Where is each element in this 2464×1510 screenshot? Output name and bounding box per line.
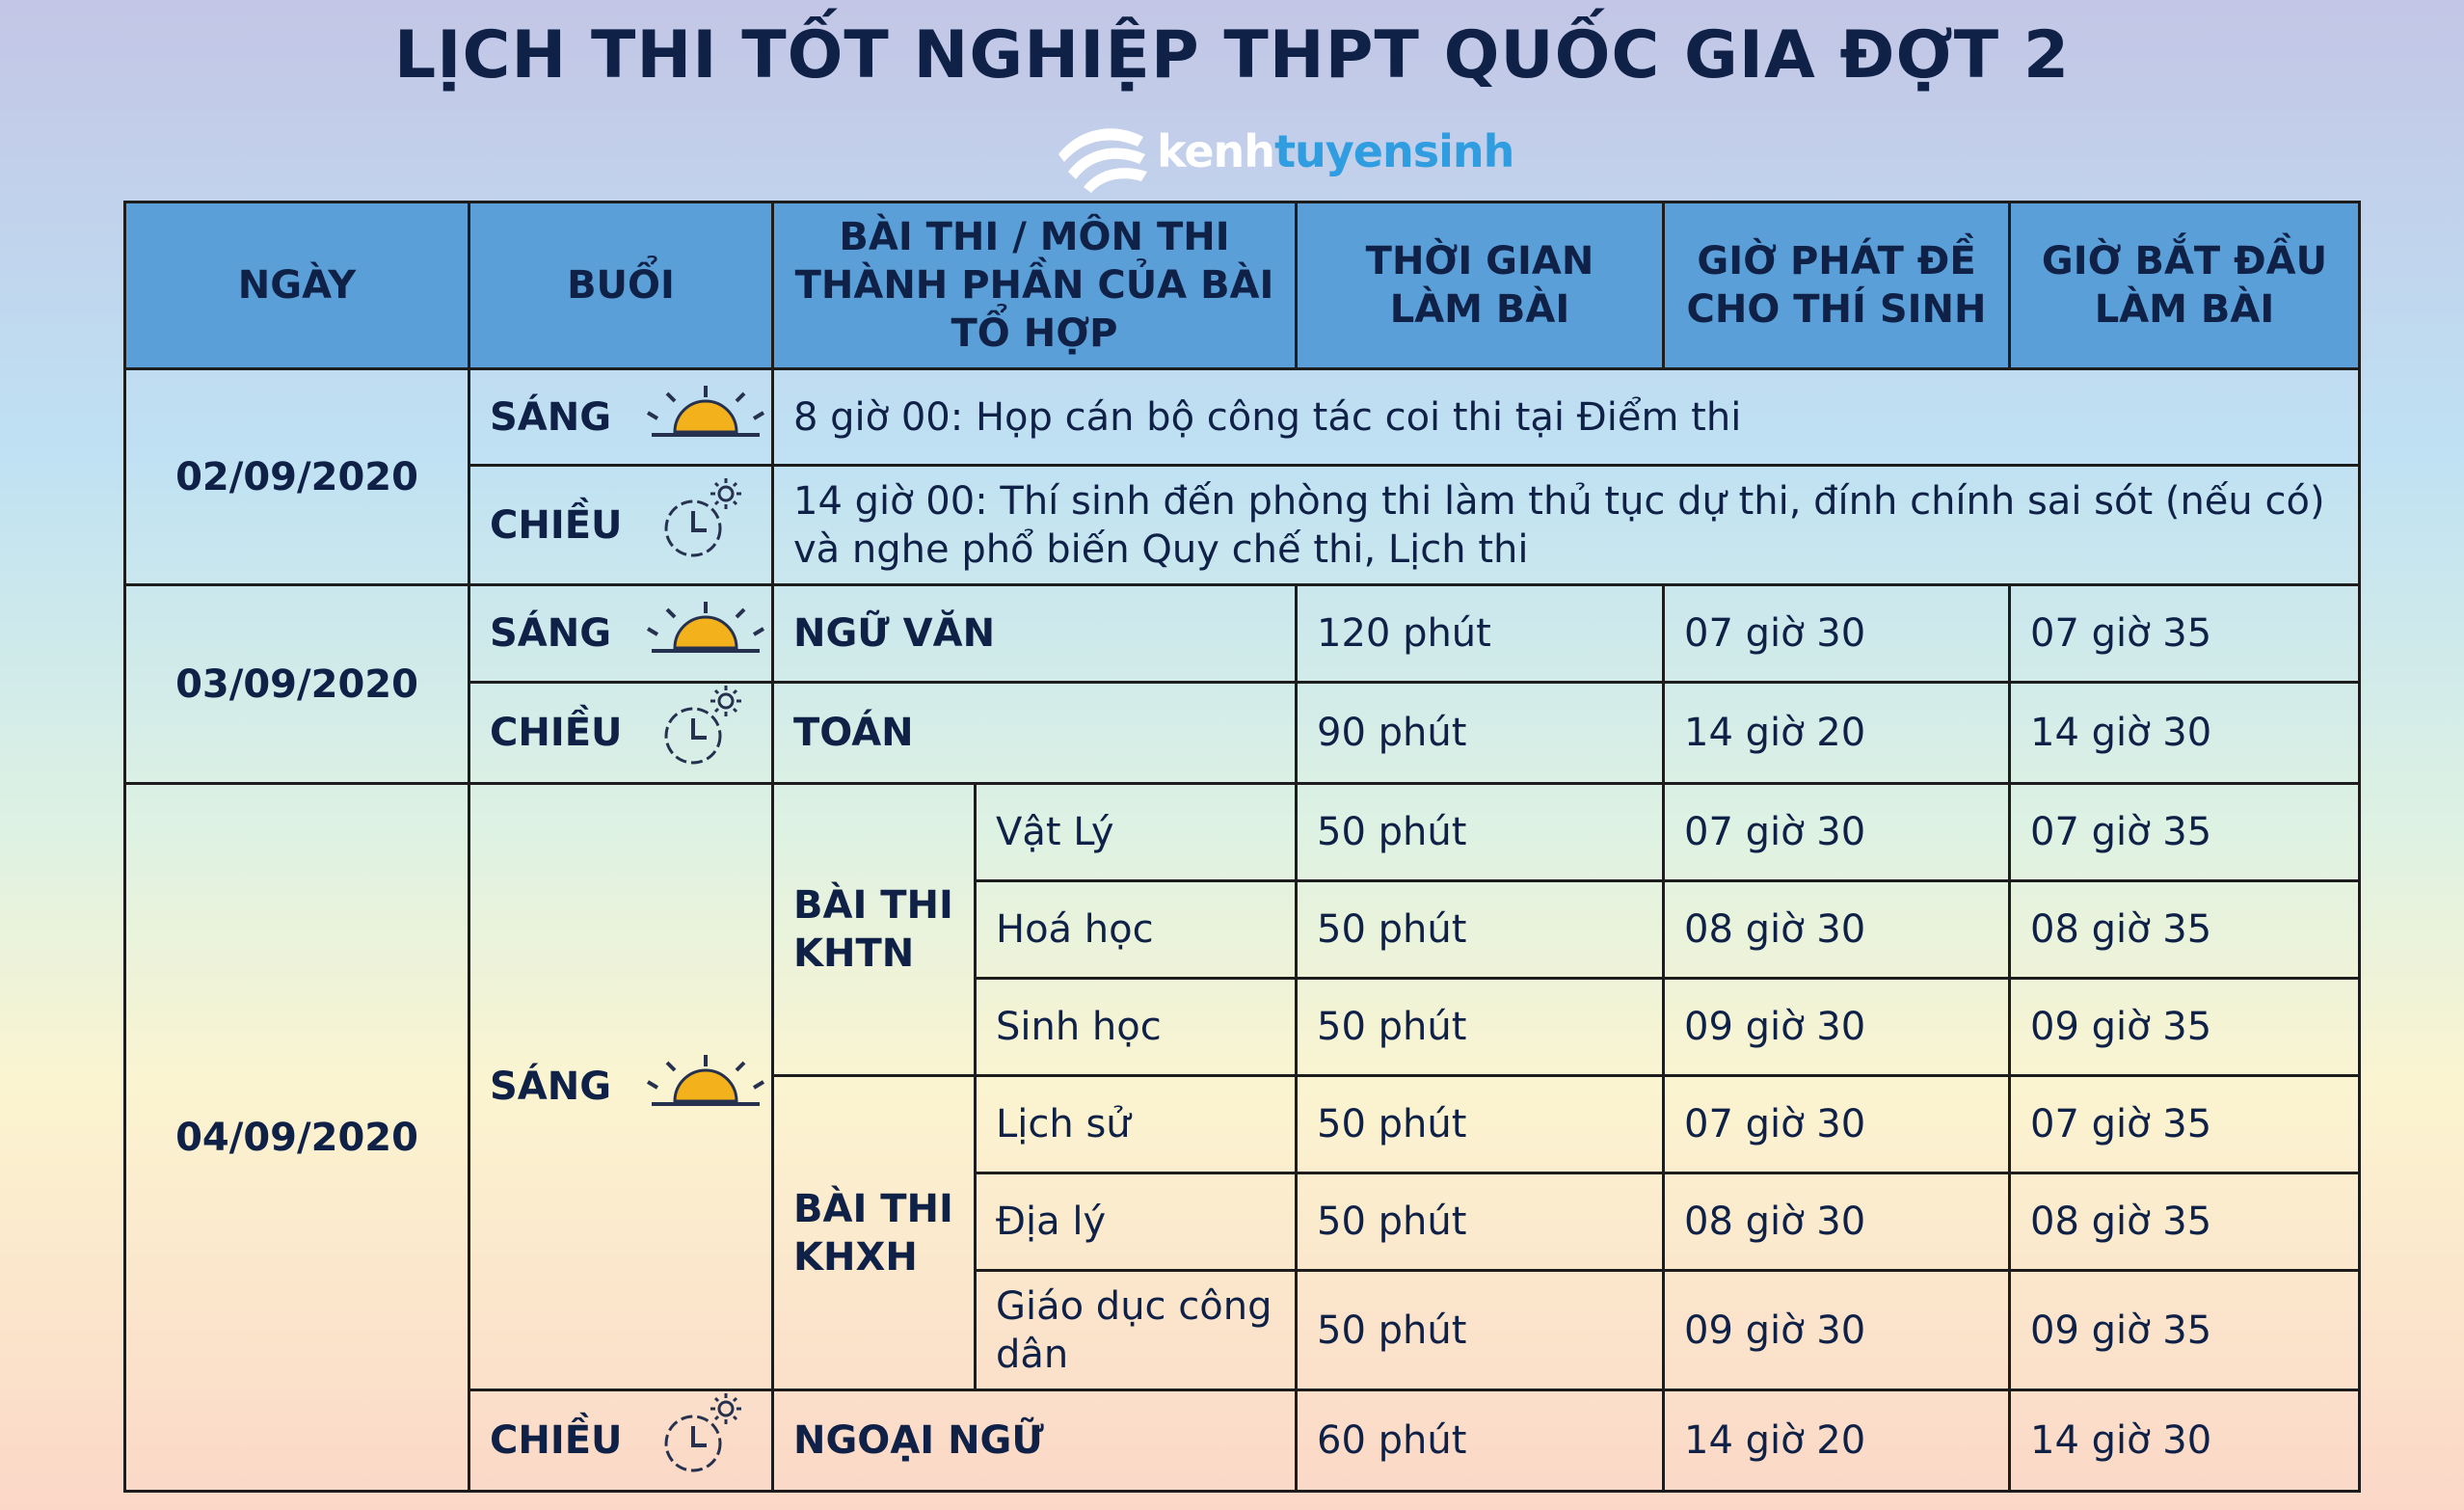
logo-text-part1: kenh xyxy=(1157,125,1275,177)
subject-cell: TOÁN xyxy=(773,683,1297,784)
session-label: CHIỀU xyxy=(490,502,623,548)
header-session: BUỔI xyxy=(469,202,773,369)
subject-cell: Hoá học xyxy=(976,881,1297,979)
session-label: SÁNG xyxy=(490,1065,612,1109)
logo-text-part2: tuyensinh xyxy=(1274,125,1514,177)
group-label-khxh: BÀI THI KHXH xyxy=(773,1076,976,1390)
subject-cell: Lịch sử xyxy=(976,1076,1297,1173)
session-label: SÁNG xyxy=(490,394,612,440)
date-cell: 04/09/2020 xyxy=(125,784,469,1492)
duration-cell: 50 phút xyxy=(1297,784,1664,881)
duration-cell: 120 phút xyxy=(1297,585,1664,683)
handout-cell: 14 giờ 20 xyxy=(1664,683,2010,784)
duration-cell: 50 phút xyxy=(1297,979,1664,1076)
subject-cell: NGOẠI NGỮ xyxy=(773,1390,1297,1492)
start-cell: 07 giờ 35 xyxy=(2010,585,2360,683)
duration-cell: 50 phút xyxy=(1297,1271,1664,1390)
session-cell xyxy=(469,585,773,683)
session-cell xyxy=(469,784,773,1390)
date-cell: 03/09/2020 xyxy=(125,585,469,784)
duration-cell: 50 phút xyxy=(1297,881,1664,979)
handout-cell: 08 giờ 30 xyxy=(1664,1173,2010,1271)
page-title: LỊCH THI TỐT NGHIỆP THPT QUỐC GIA ĐỢT 2 xyxy=(393,17,2071,94)
handout-cell: 09 giờ 30 xyxy=(1664,979,2010,1076)
note-cell: 8 giờ 00: Họp cán bộ công tác coi thi tại Điểm thi xyxy=(773,369,2360,466)
logo-icon xyxy=(1051,108,1151,195)
handout-cell: 14 giờ 20 xyxy=(1664,1390,2010,1492)
session-label: CHIỀU xyxy=(490,711,623,755)
handout-cell: 08 giờ 30 xyxy=(1664,881,2010,979)
start-cell: 09 giờ 35 xyxy=(2010,979,2360,1076)
table-row xyxy=(125,369,2360,466)
duration-cell: 60 phút xyxy=(1297,1390,1664,1492)
session-cell xyxy=(469,683,773,784)
clock-sun-icon xyxy=(656,684,743,782)
logo-text xyxy=(1157,125,1513,177)
duration-cell: 50 phút xyxy=(1297,1076,1664,1173)
date-cell: 02/09/2020 xyxy=(125,369,469,585)
header-date: NGÀY xyxy=(125,202,469,369)
subject-cell: NGỮ VĂN xyxy=(773,585,1297,683)
header-start-time: GIỜ BẮT ĐẦU LÀM BÀI xyxy=(2010,202,2360,369)
logo xyxy=(1051,108,1513,195)
start-cell: 08 giờ 35 xyxy=(2010,1173,2360,1271)
duration-cell: 90 phút xyxy=(1297,683,1664,784)
sunrise-icon xyxy=(646,1049,765,1124)
subject-cell: Sinh học xyxy=(976,979,1297,1076)
note-cell: 14 giờ 00: Thí sinh đến phòng thi làm thủ tục dự thi, đính chính sai sót (nếu có) và nghe phổ biến Quy chế thi, Lịch thi xyxy=(773,466,2360,585)
session-cell xyxy=(469,369,773,466)
header-subject: BÀI THI / MÔN THI THÀNH PHẦN CỦA BÀI TỔ HỢP xyxy=(773,202,1297,369)
sunrise-icon xyxy=(646,596,765,671)
table-row xyxy=(125,784,2360,881)
subject-cell: Vật Lý xyxy=(976,784,1297,881)
session-label: SÁNG xyxy=(490,611,612,656)
header-row xyxy=(125,202,2360,369)
session-label: CHIỀU xyxy=(490,1418,623,1463)
handout-cell: 07 giờ 30 xyxy=(1664,784,2010,881)
start-cell: 07 giờ 35 xyxy=(2010,1076,2360,1173)
subject-cell: Địa lý xyxy=(976,1173,1297,1271)
handout-cell: 07 giờ 30 xyxy=(1664,585,2010,683)
session-cell xyxy=(469,1390,773,1492)
start-cell: 08 giờ 35 xyxy=(2010,881,2360,979)
handout-cell: 09 giờ 30 xyxy=(1664,1271,2010,1390)
exam-schedule-table xyxy=(123,201,2361,1493)
header-duration: THỜI GIAN LÀM BÀI xyxy=(1297,202,1664,369)
start-cell: 14 giờ 30 xyxy=(2010,1390,2360,1492)
sunrise-icon xyxy=(646,380,765,455)
table-row xyxy=(125,585,2360,683)
group-label-khtn: BÀI THI KHTN xyxy=(773,784,976,1076)
duration-cell: 50 phút xyxy=(1297,1173,1664,1271)
start-cell: 09 giờ 35 xyxy=(2010,1271,2360,1390)
clock-sun-icon xyxy=(656,476,743,575)
subject-cell: Giáo dục công dân xyxy=(976,1271,1297,1390)
header-handout-time: GIỜ PHÁT ĐỀ CHO THÍ SINH xyxy=(1664,202,2010,369)
start-cell: 07 giờ 35 xyxy=(2010,784,2360,881)
session-cell xyxy=(469,466,773,585)
clock-sun-icon xyxy=(656,1391,743,1490)
handout-cell: 07 giờ 30 xyxy=(1664,1076,2010,1173)
start-cell: 14 giờ 30 xyxy=(2010,683,2360,784)
